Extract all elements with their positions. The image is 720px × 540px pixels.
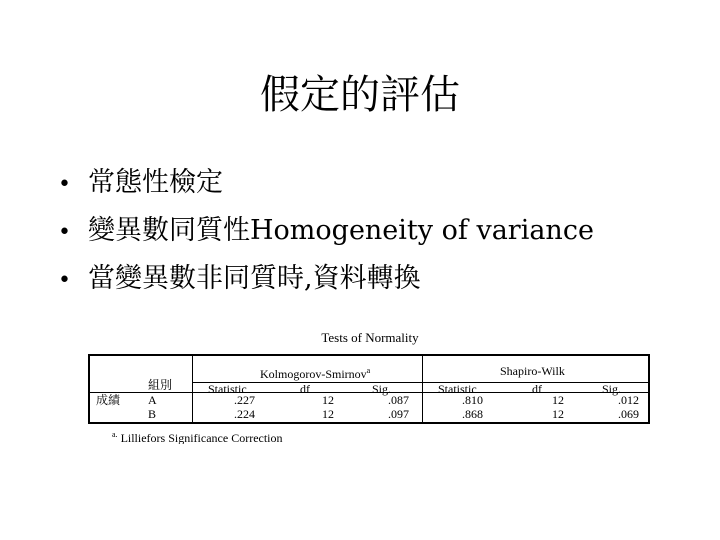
bullet-text: 當變異數非同質時,資料轉換 [88,263,421,294]
bullet-text: 變異數同質性Homogeneity of variance [88,215,594,246]
cell-sw-df: 12 [552,407,564,421]
group-header-ks [260,364,370,381]
cell-ks-statistic: .224 [234,407,255,421]
normality-table [88,354,650,424]
bullet-item [58,208,594,256]
footnote-mark: a. [112,430,118,439]
row-var-label: 成績 [96,393,121,407]
bullet-list [58,160,594,304]
col-header-sig: Sig. [602,382,622,396]
col-header-statistic: Statistic [208,382,247,396]
col-header-df: df [532,382,542,396]
footnote-text: Lilliefors Significance Correction [120,431,283,444]
bullet-text: 常態性檢定 [88,167,223,198]
table-divider [192,382,650,383]
group-header-ks-label: Kolmogorov-Smirnov [260,367,367,381]
bullet-item [58,256,594,304]
table-divider [422,356,423,424]
cell-sw-sig: .012 [618,393,639,407]
bullet-marker: • [58,172,71,197]
cell-ks-sig: .097 [388,407,409,421]
col-header-df: df [300,382,310,396]
row-var-header: 組別 [148,378,173,392]
table-divider [192,356,193,424]
cell-sw-statistic: .868 [462,407,483,421]
cell-sw-df: 12 [552,393,564,407]
cell-ks-df: 12 [322,407,334,421]
group-header-ks-note: a [366,366,371,375]
cell-ks-sig: .087 [388,393,409,407]
table-footnote [112,430,283,444]
normality-table-title: Tests of Normality [321,330,419,345]
bullet-item [58,160,594,208]
col-header-statistic: Statistic [438,382,477,396]
table-divider [90,392,650,393]
col-header-sig: Sig. [372,382,392,396]
cell-sw-statistic: .810 [462,393,483,407]
cell-ks-df: 12 [322,393,334,407]
group-header-sw: Shapiro-Wilk [500,364,565,378]
cell-sw-sig: .069 [618,407,639,421]
row-group-label: B [148,407,157,421]
row-group-label: A [148,393,157,407]
bullet-marker: • [58,268,71,293]
bullet-marker: • [58,220,71,245]
slide-title: 假定的評估 [260,72,460,118]
cell-ks-statistic: .227 [234,393,255,407]
